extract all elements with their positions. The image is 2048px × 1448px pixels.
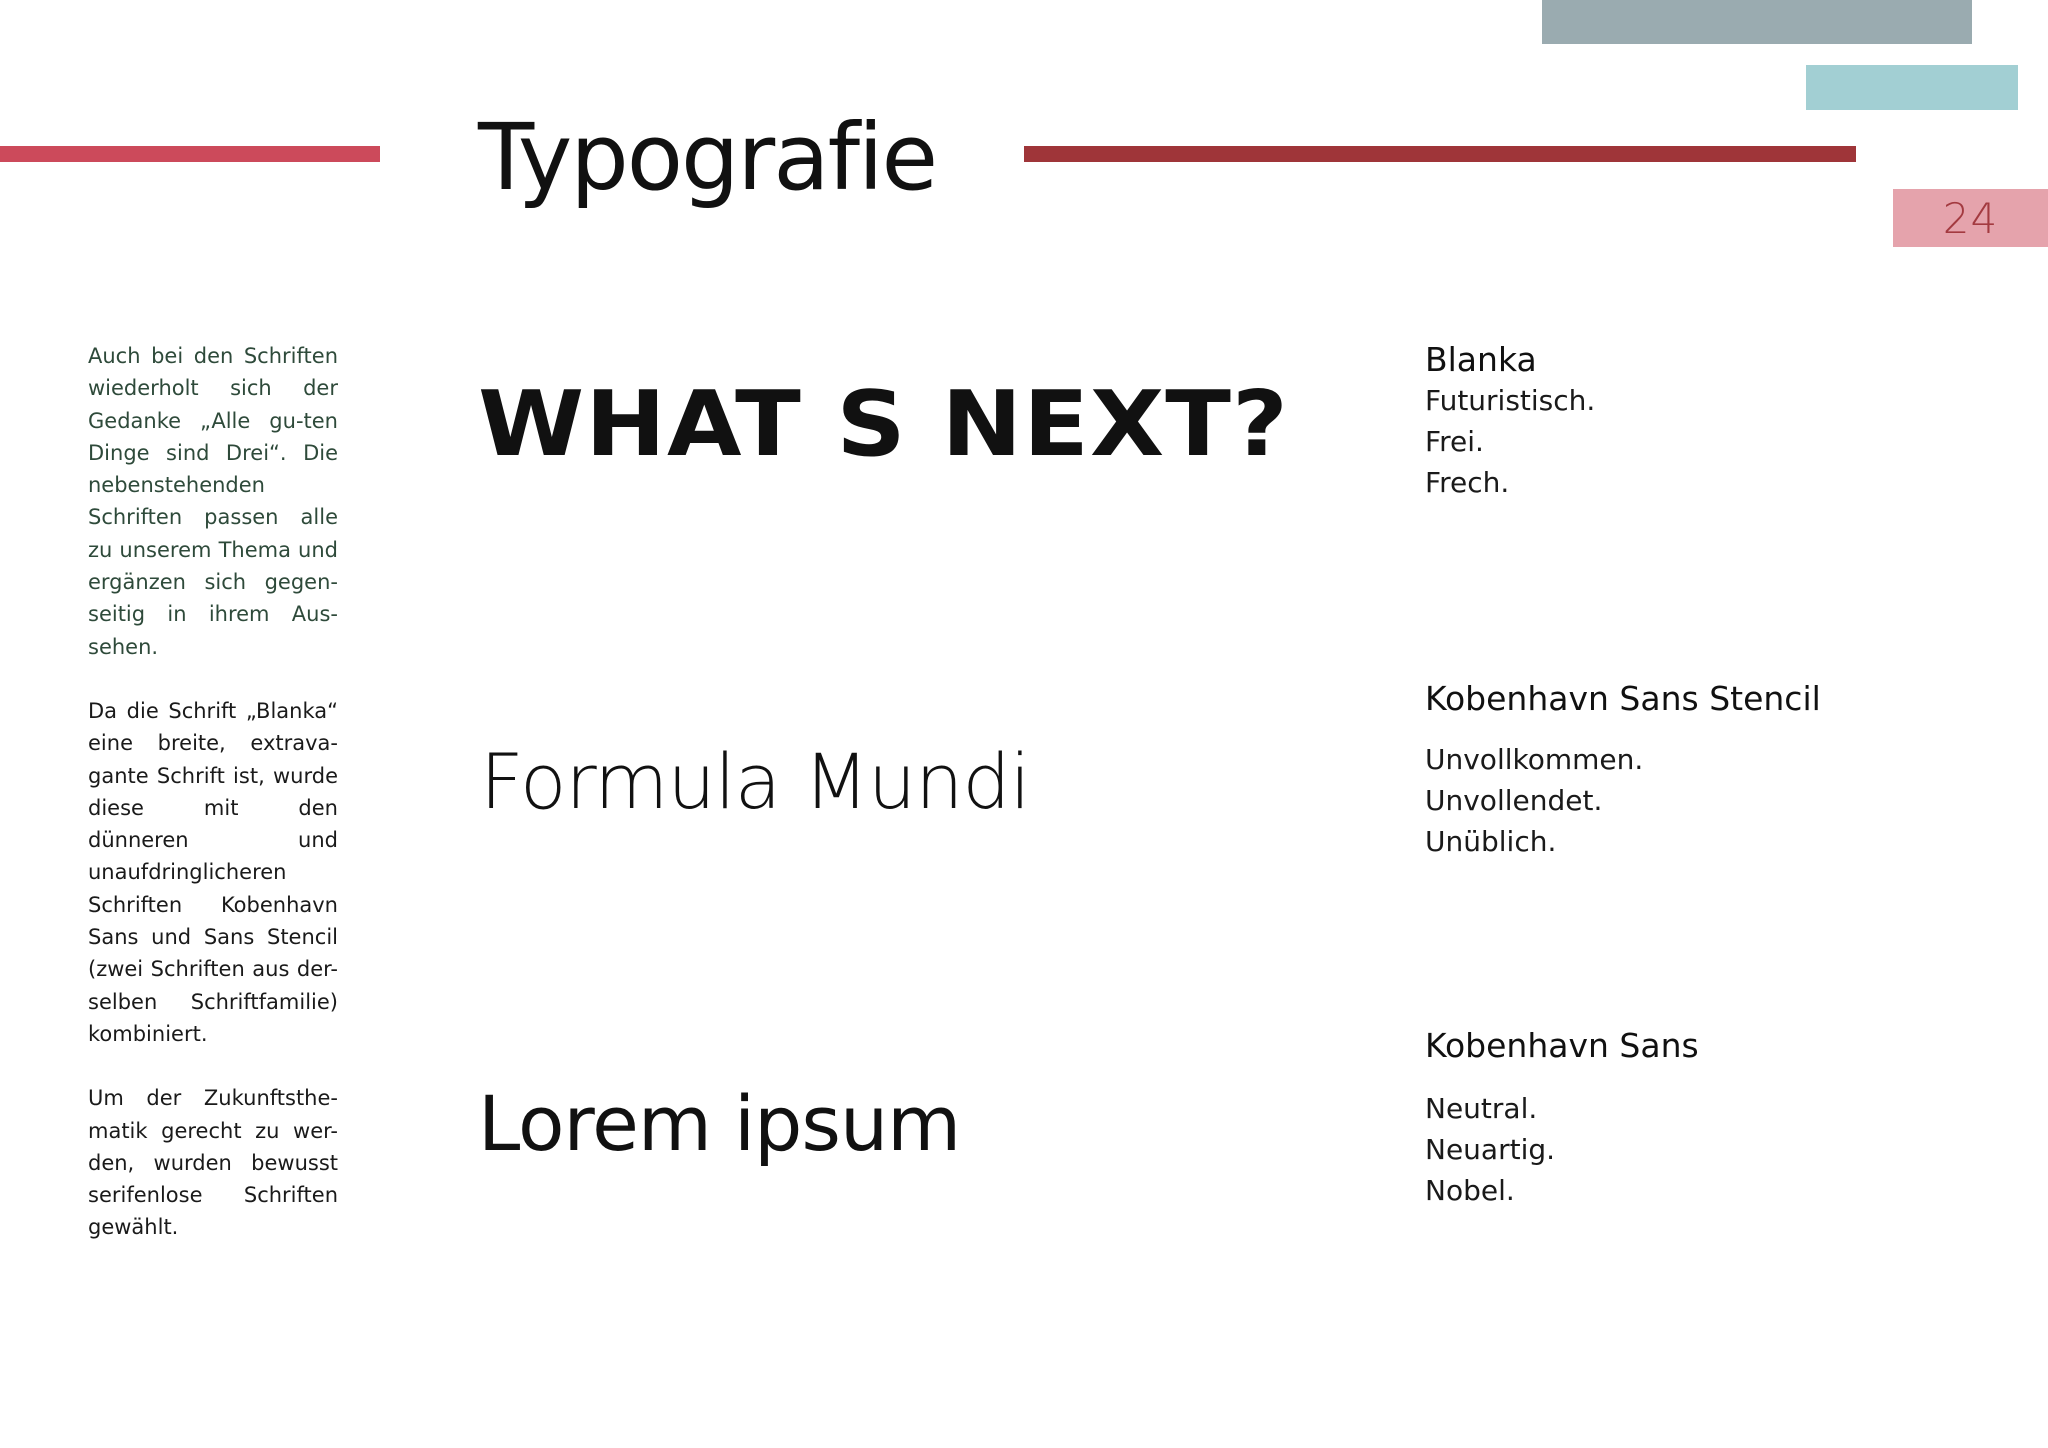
font-info-blanka <box>1425 340 1595 503</box>
font-trait: Futuristisch. <box>1425 384 1596 417</box>
page-number: 24 <box>1942 193 1999 243</box>
font-trait: Neutral. <box>1425 1092 1538 1125</box>
decor-block-grey <box>1542 0 1972 44</box>
accent-bar-left <box>0 146 380 162</box>
page-number-box <box>1893 189 2048 247</box>
font-traits <box>1425 380 1595 503</box>
font-traits <box>1425 739 1821 862</box>
font-traits <box>1425 1088 1699 1211</box>
intro-text <box>88 340 338 1276</box>
font-trait: Nobel. <box>1425 1174 1515 1207</box>
font-trait: Unüblich. <box>1425 825 1557 858</box>
font-trait: Frech. <box>1425 466 1510 499</box>
intro-paragraph-2: Da die Schrift „Blanka“ eine breite, extrava-gante Schrift ist, wurde diese mit den dünneren und unaufdringlicheren Schriften Kobenhavn Sans und Sans Stencil (zwei Schriften aus der-selben Schriftfamilie) kombiniert. <box>88 698 338 1046</box>
font-info-stencil <box>1425 679 1821 862</box>
font-sample-stencil: Formula Mundi <box>480 737 1030 826</box>
font-name: Kobenhavn Sans Stencil <box>1425 679 1821 718</box>
font-sample-blanka: WHAT S NEXT? <box>478 372 1289 477</box>
font-sample-sans: Lorem ipsum <box>478 1079 961 1168</box>
decor-block-teal <box>1806 65 2018 110</box>
font-name: Blanka <box>1425 340 1537 379</box>
page-title: Typografie <box>478 104 937 211</box>
font-trait: Unvollendet. <box>1425 784 1603 817</box>
font-trait: Unvollkommen. <box>1425 743 1644 776</box>
font-name: Kobenhavn Sans <box>1425 1026 1699 1065</box>
intro-paragraph-3: Um der Zukunftsthe-matik gerecht zu wer-den, wurden bewusst serifenlose Schriften gewählt. <box>88 1086 338 1240</box>
font-trait: Frei. <box>1425 425 1484 458</box>
intro-paragraph-1: Auch bei den Schriften wiederholt sich der Gedanke „Alle gu-ten Dinge sind Drei“. Die nebenstehenden Schriften passen alle zu unserem Thema und ergänzen sich gegen-seitig in ihrem Aus-sehen. <box>88 344 338 659</box>
font-info-sans <box>1425 1026 1699 1211</box>
font-trait: Neuartig. <box>1425 1133 1556 1166</box>
accent-bar-right <box>1024 146 1856 162</box>
